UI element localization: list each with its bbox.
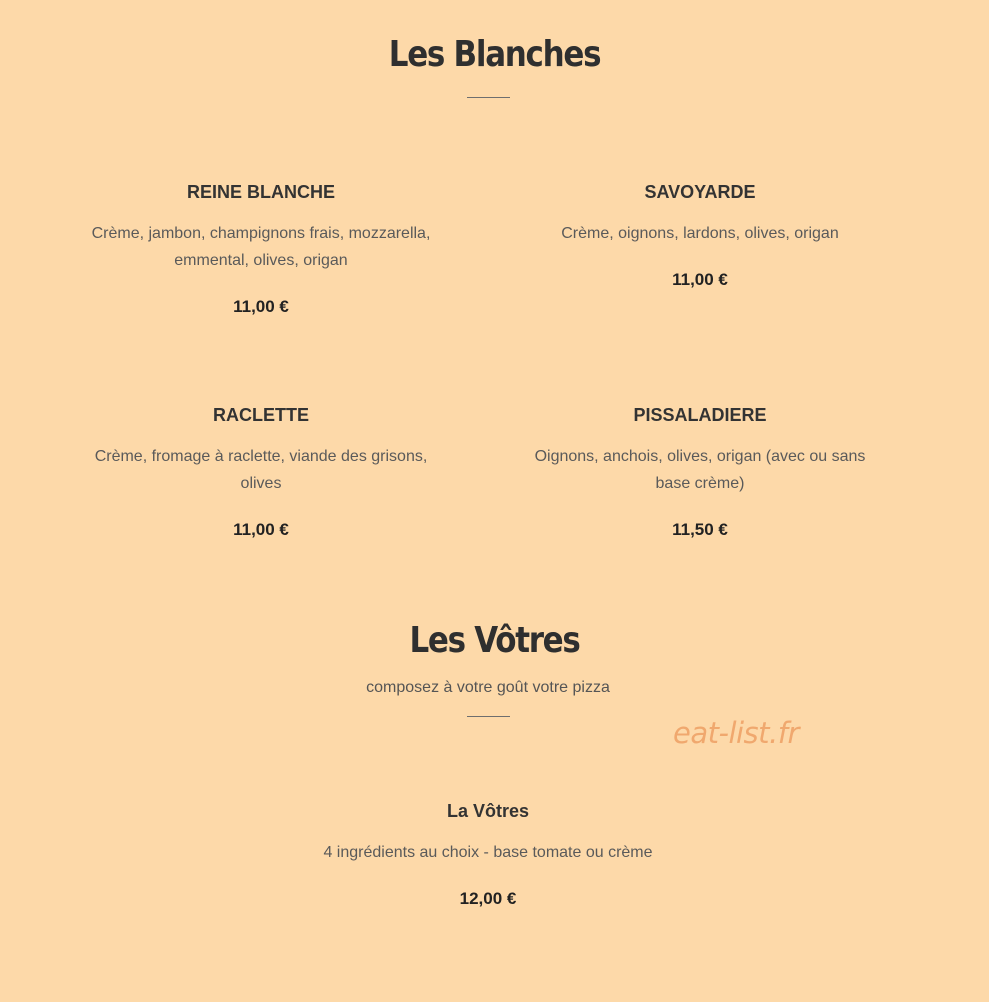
section-title-blanches: Les Blanches	[388, 34, 601, 75]
menu-item-name: RACLETTE	[213, 405, 309, 425]
menu-item-price: 11,00 €	[233, 297, 289, 316]
section-divider-blanches	[467, 97, 510, 98]
menu-item-name: PISSALADIERE	[633, 405, 767, 425]
menu-item-description: Oignons, anchois, olives, origan (avec ou sans base crème)	[534, 448, 866, 492]
menu-item-price: 11,50 €	[672, 520, 728, 539]
menu-item-pissaladiere	[530, 404, 870, 541]
menu-item-description: 4 ingrédients au choix - base tomate ou crème	[323, 844, 653, 861]
menu-item-description: Crème, jambon, champignons frais, mozzarella, emmental, olives, origan	[91, 225, 431, 269]
section-divider-votres	[467, 716, 510, 717]
menu-item-raclette	[91, 404, 431, 541]
menu-item-price: 11,00 €	[233, 520, 289, 539]
menu-item-price: 11,00 €	[672, 270, 728, 289]
watermark-text: eat-list.fr	[673, 716, 799, 750]
menu-item-description: Crème, oignons, lardons, olives, origan	[561, 225, 839, 242]
menu-item-name: REINE BLANCHE	[186, 182, 335, 202]
section-subtitle-votres: composez à votre goût votre pizza	[366, 679, 610, 696]
menu-item-price: 12,00 €	[459, 889, 517, 908]
menu-item-description: Crème, fromage à raclette, viande des grisons, olives	[94, 448, 428, 492]
section-title-votres: Les Vôtres	[409, 620, 580, 661]
menu-item-savoyarde	[530, 181, 870, 291]
menu-item-name: SAVOYARDE	[644, 182, 756, 202]
menu-item-la-votres	[318, 800, 658, 910]
menu-item-reine-blanche	[91, 181, 431, 318]
menu-item-name: La Vôtres	[446, 801, 530, 821]
